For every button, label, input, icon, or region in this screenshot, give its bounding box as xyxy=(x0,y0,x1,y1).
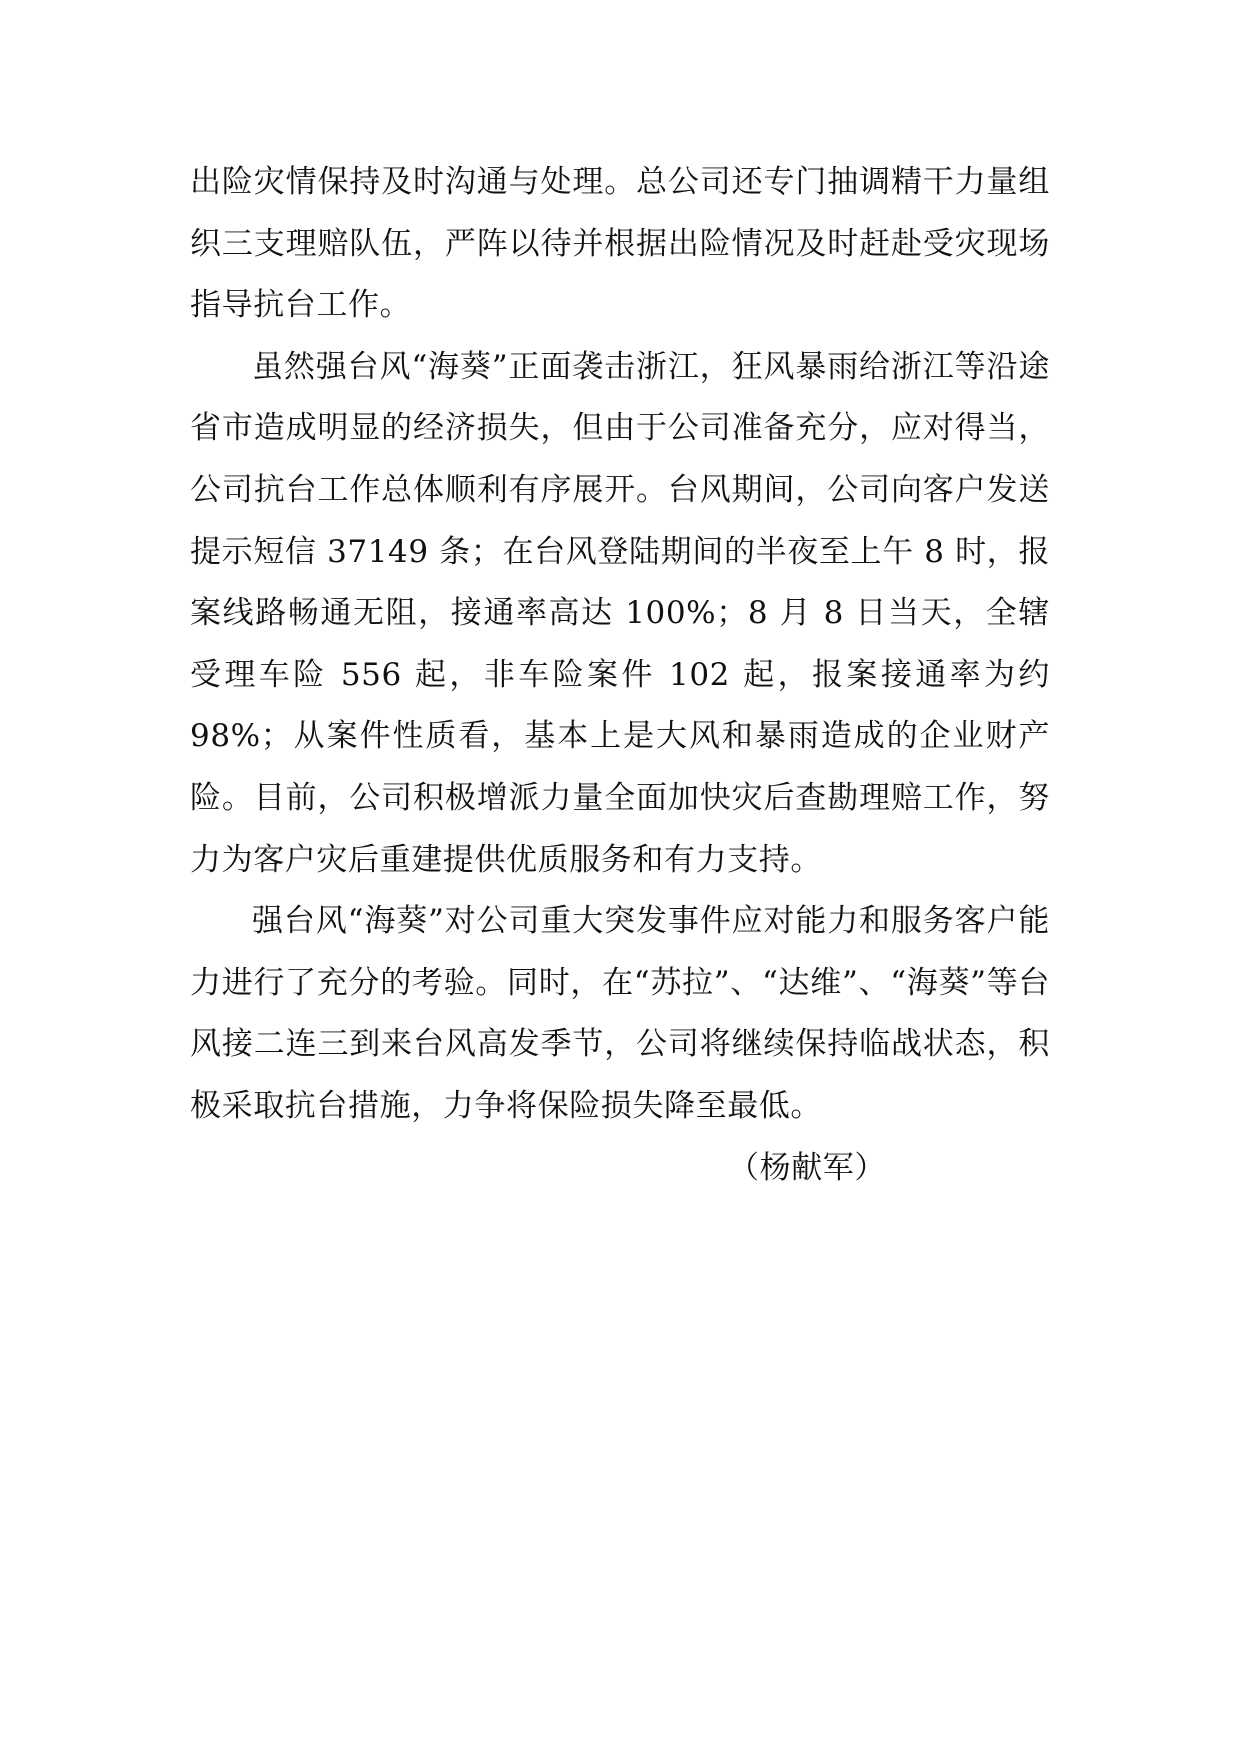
paragraph-continuation: 出险灾情保持及时沟通与处理。总公司还专门抽调精干力量组织三支理赔队伍，严阵以待并根据出险情况及时赶赴受灾现场指导抗台工作。 xyxy=(190,164,1050,324)
document-body xyxy=(190,152,1050,1199)
author-signature: （杨献军） xyxy=(728,1149,886,1186)
paragraph-conclusion: 强台风“海葵”对公司重大突发事件应对能力和服务客户能力进行了充分的考验。同时，在“苏拉”、“达维”、“海葵”等台风接二连三到来台风高发季节，公司将继续保持临战状态，积极采取抗台措施，力争将保险损失降至最低。 xyxy=(190,903,1050,1124)
paragraph-typhoon-impact: 虽然强台风“海葵”正面袭击浙江，狂风暴雨给浙江等沿途省市造成明显的经济损失，但由于公司准备充分，应对得当，公司抗台工作总体顺利有序展开。台风期间，公司向客户发送提示短信 37149 条；在台风登陆期间的半夜至上午 8 时，报案线路畅通无阻，接通率高达 100%；8 月 8 日当天，全辖受理车险 556 起，非车险案件 102 起，报案接通率为约 98%；从案件性质看，基本上是大风和暴雨造成的企业财产险。目前，公司积极增派力量全面加快灾后查勘理赔工作，努力为客户灾后重建提供优质服务和有力支持。 xyxy=(190,348,1050,878)
